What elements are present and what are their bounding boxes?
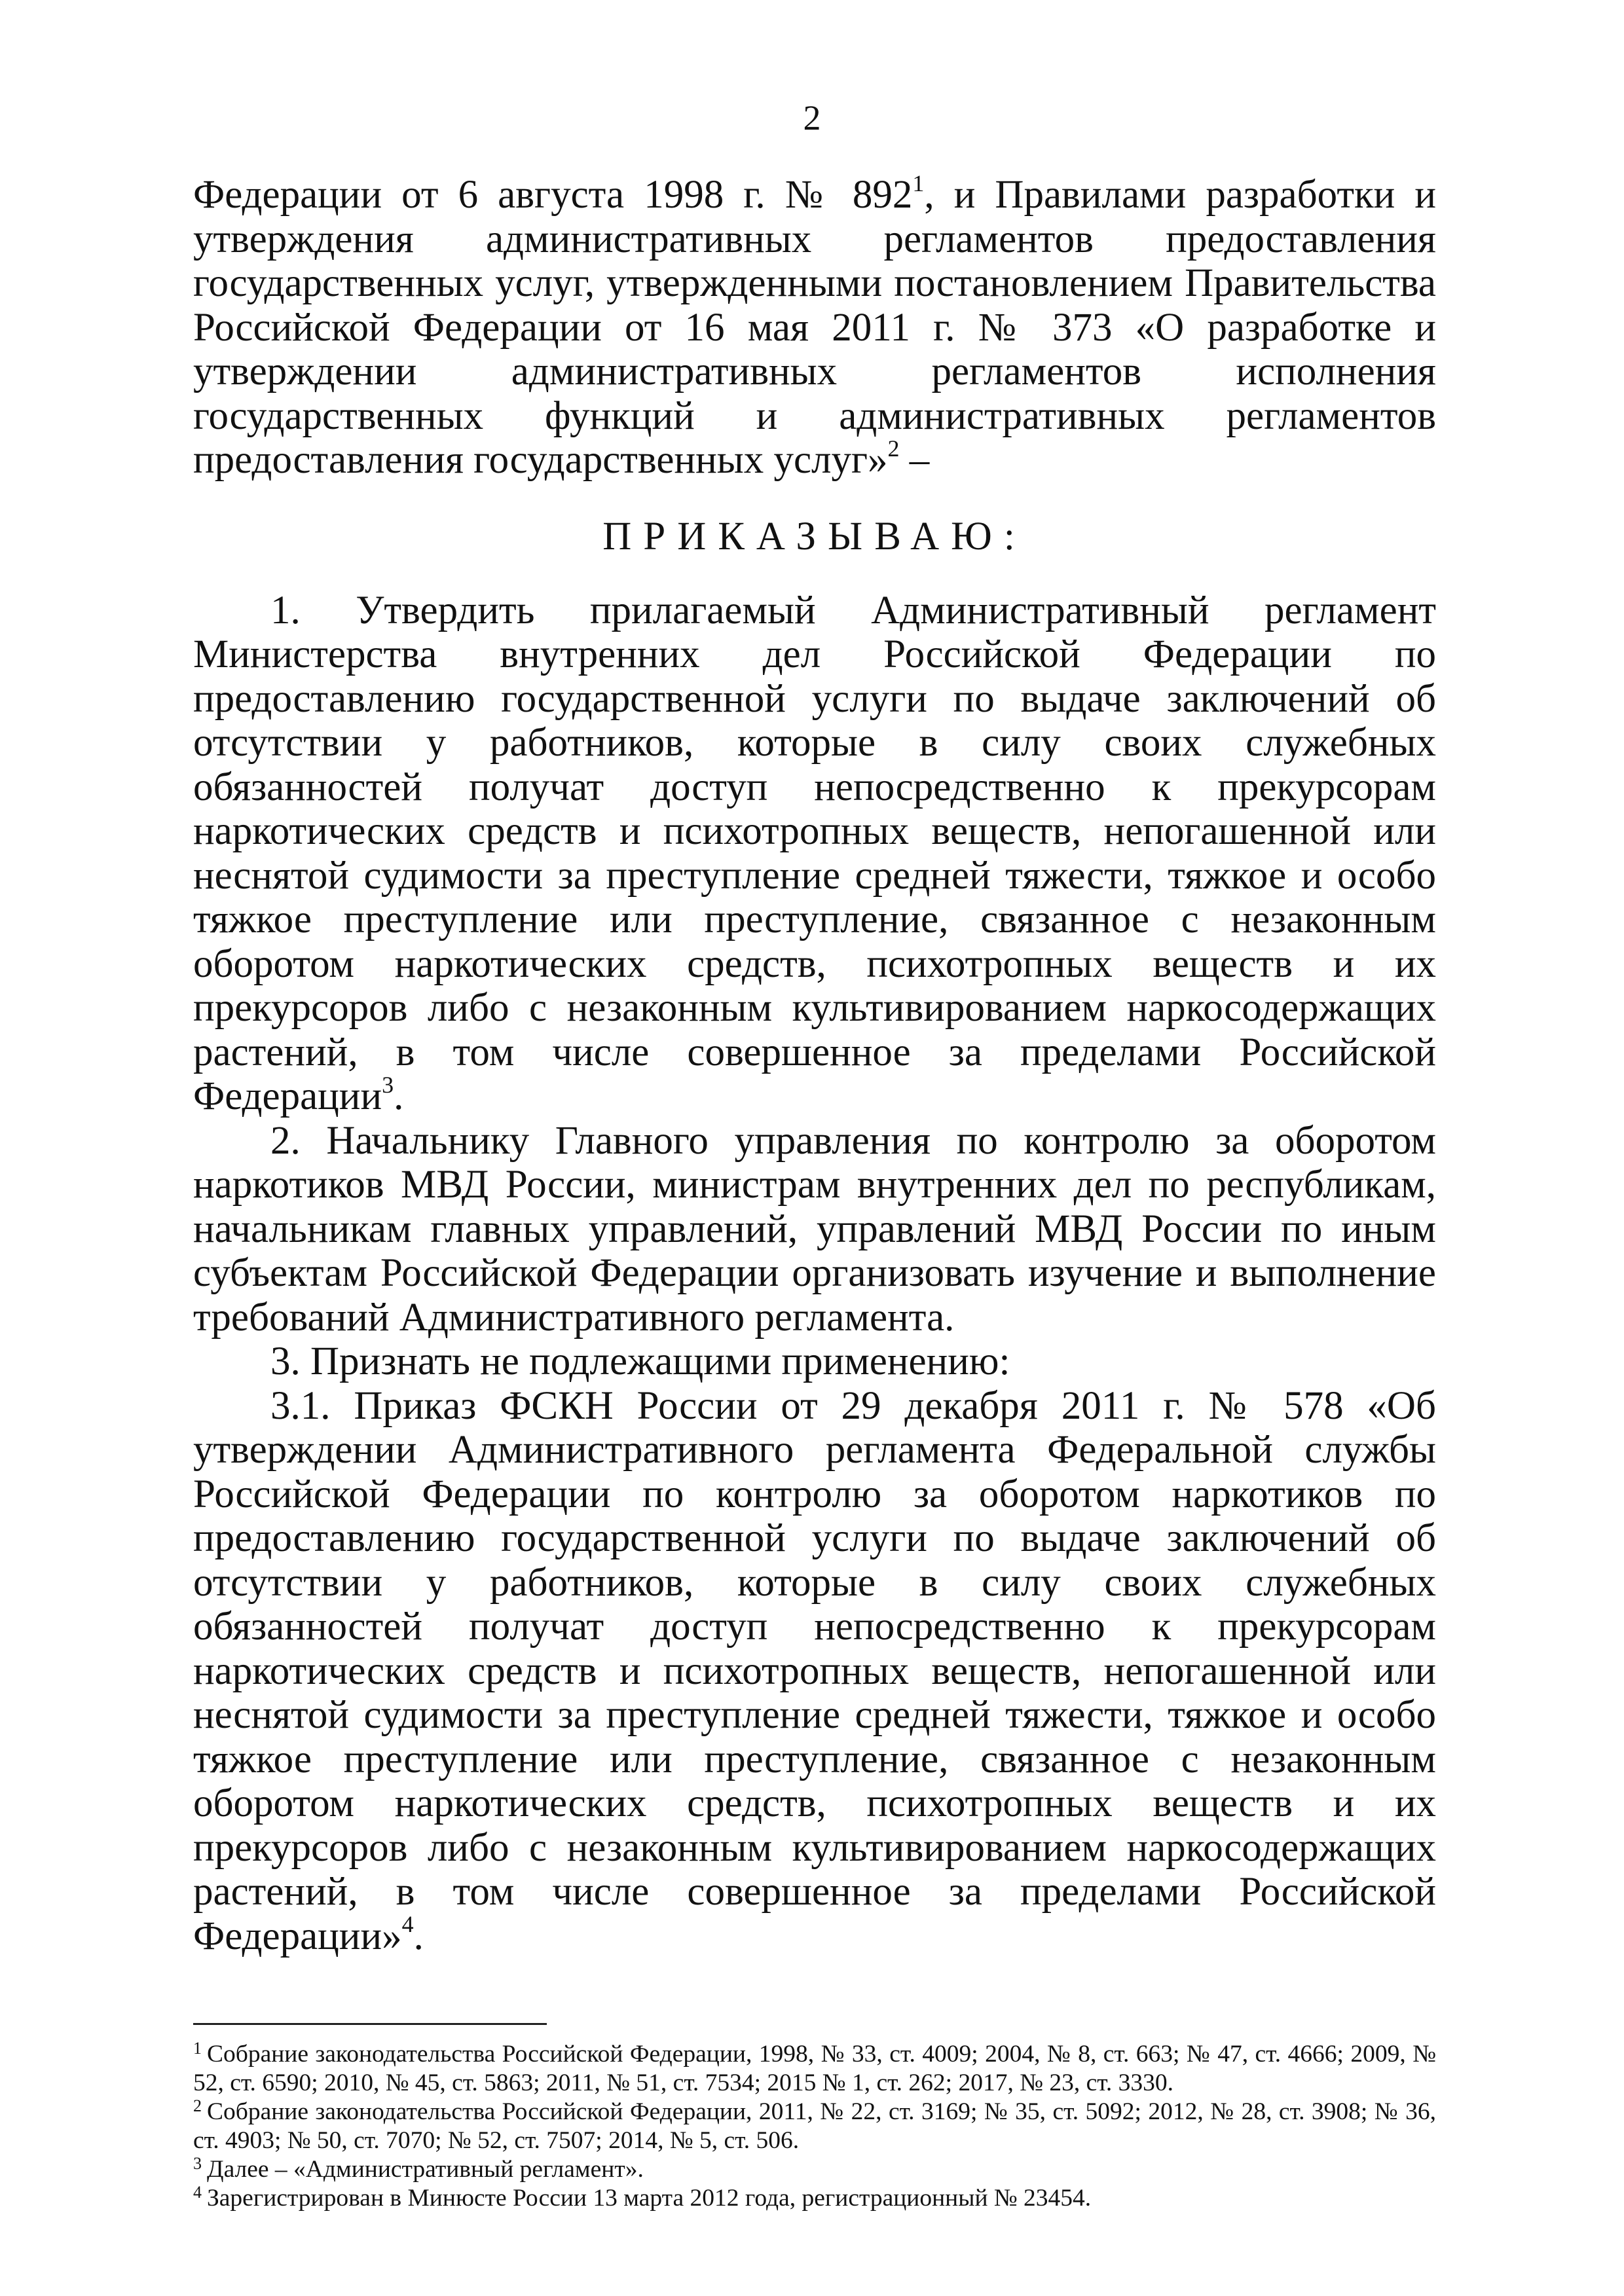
footnote-4-mark: 4 <box>193 2183 202 2202</box>
footnote-ref-1: 1 <box>912 170 925 196</box>
footnote-2-text: Собрание законодательства Российской Федерации, 2011, № 22, ст. 3169; № 35, ст. 5092; 2012, № 28, ст. 3908; № 36, ст. 4903; № 50, ст. 7070; № 52, ст. 7507; 2014, № 5, ст. 506. <box>193 2098 1436 2154</box>
footnote-3 <box>193 2155 1436 2184</box>
order-heading: ПРИКАЗЫВАЮ: <box>602 514 1027 558</box>
item-2-paragraph: 2. Начальнику Главного управления по контролю за оборотом наркотиков МВД России, министрам внутренних дел по республикам, начальникам главных управлений, управлений МВД России по иным субъектам Российской Федерации организовать изучение и выполнение требований Административного регламента. <box>193 1118 1436 1339</box>
item-1-end: . <box>394 1074 404 1118</box>
item-3-1-text: 3.1. Приказ ФСКН России от 29 декабря 2011 г. № 578 «Об утверждении Административного регламента Федеральной службы Российской Федерации по контролю за оборотом наркотиков по предоставлению государственной услуги по выдаче заключений об отсутствии у работников, которые в силу своих служебных обязанностей получат доступ непосредственно к прекурсорам наркотических средств и психотропных веществ, непогашенной или неснятой судимости за преступление средней тяжести, тяжкое и особо тяжкое преступление или преступление, связанное с незаконным оборотом наркотических средств, психотропных веществ и их прекурсоров либо с незаконным культивированием наркосодержащих растений, в том числе совершенное за пределами Российской Федерации» <box>193 1383 1436 1958</box>
footnote-1 <box>193 2040 1436 2098</box>
footnote-separator <box>193 2023 547 2025</box>
footnote-3-text: Далее – «Административный регламент». <box>207 2156 644 2183</box>
footnote-4 <box>193 2184 1436 2213</box>
footnote-4-text: Зарегистрирован в Минюсте России 13 марта 2012 года, регистрационный № 23454. <box>207 2185 1092 2212</box>
footnote-1-mark: 1 <box>193 2039 202 2058</box>
intro-text-a: Федерации от 6 августа 1998 г. № 892 <box>193 173 913 217</box>
item-1-paragraph <box>193 589 1436 1119</box>
footnote-3-mark: 3 <box>193 2154 202 2173</box>
footnote-2 <box>193 2098 1436 2155</box>
intro-text-c: – <box>899 438 930 482</box>
footnote-ref-2: 2 <box>887 435 900 462</box>
footnote-ref-3: 3 <box>382 1071 394 1098</box>
item-3-1-paragraph <box>193 1384 1436 1959</box>
intro-paragraph <box>193 170 1436 483</box>
document-body <box>193 170 1436 1958</box>
footnotes <box>193 2040 1436 2213</box>
item-3-paragraph: 3. Признать не подлежащими применению: <box>270 1339 1010 1383</box>
item-3-1-end: . <box>413 1914 424 1958</box>
intro-text-b: , и Правилами разработки и утверждения административных регламентов предоставления государственных услуг, утвержденными постановлением Правительства Российской Федерации от 16 мая 2011 г. № 373 «О разработке и утверждении административных регламентов исполнения государственных функций и административных регламентов предоставления государственных услуг» <box>193 173 1436 482</box>
page-number: 2 <box>803 98 821 137</box>
footnote-1-text: Собрание законодательства Российской Федерации, 1998, № 33, ст. 4009; 2004, № 8, ст. 663; № 47, ст. 4666; 2009, № 52, ст. 6590; 2010, № 45, ст. 5863; 2011, № 51, ст. 7534; 2015 № 1, ст. 262; 2017, № 23, ст. 3330. <box>193 2041 1436 2096</box>
footnote-ref-4: 4 <box>401 1911 414 1938</box>
item-1-text: 1. Утвердить прилагаемый Административный регламент Министерства внутренних дел Российской Федерации по предоставлению государственной услуги по выдаче заключений об отсутствии у работников, которые в силу своих служебных обязанностей получат доступ непосредственно к прекурсорам наркотических средств и психотропных веществ, непогашенной или неснятой судимости за преступление средней тяжести, тяжкое и особо тяжкое преступление или преступление, связанное с незаконным оборотом наркотических средств, психотропных веществ и их прекурсоров либо с незаконным культивированием наркосодержащих растений, в том числе совершенное за пределами Российской Федерации <box>193 588 1436 1118</box>
footnote-2-mark: 2 <box>193 2096 202 2115</box>
